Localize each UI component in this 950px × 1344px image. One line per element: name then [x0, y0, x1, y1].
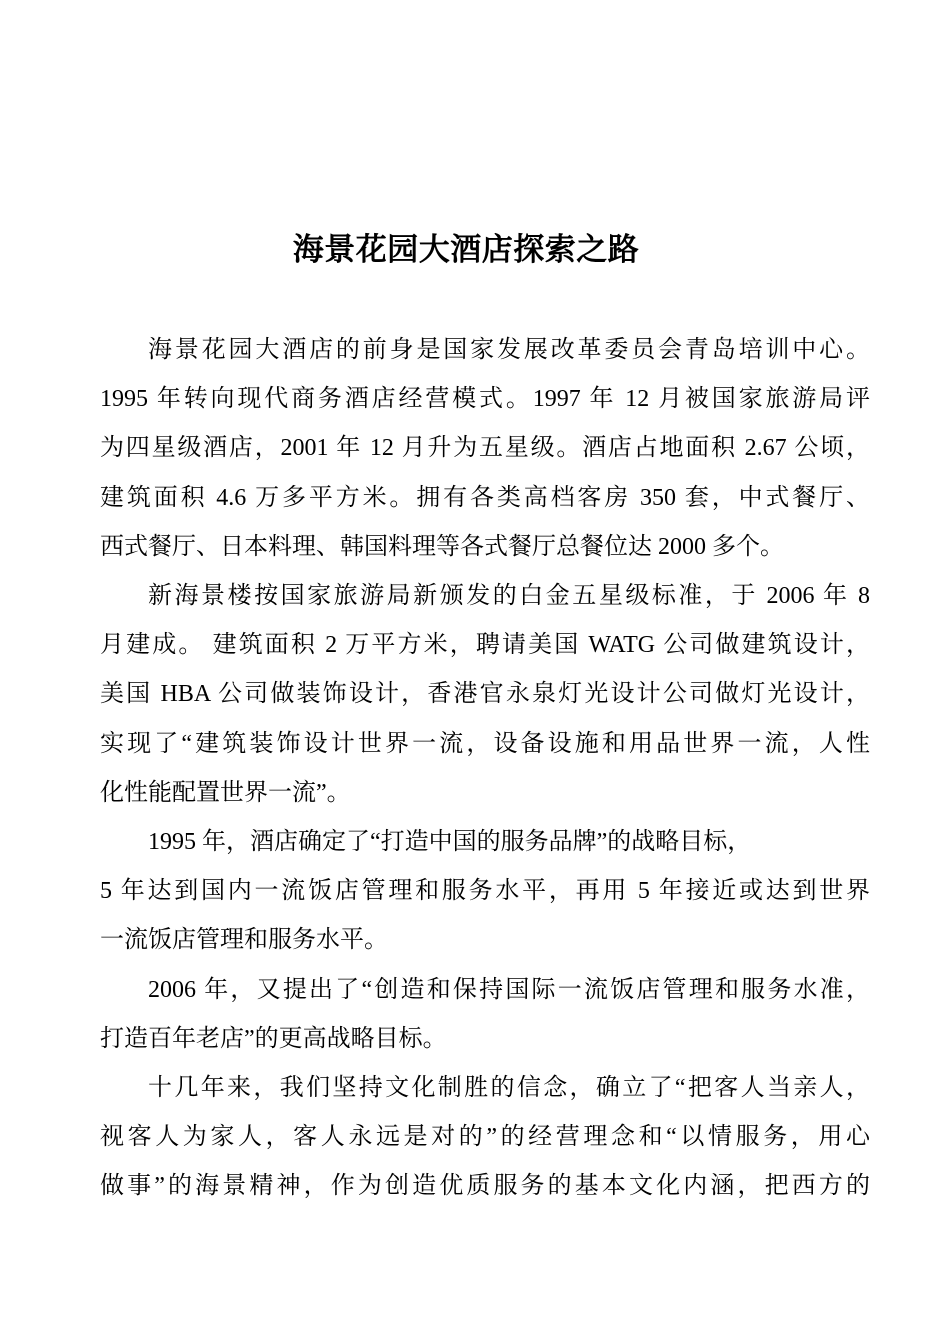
paragraph-line: 做事”的海景精神，作为创造优质服务的基本文化内涵，把西方的 [100, 1173, 870, 1200]
paragraph-line: 打造百年老店”的更高战略目标。 [100, 1025, 447, 1052]
paragraph-line: 十几年来，我们坚持文化制胜的信念，确立了“把客人当亲人， [148, 1075, 870, 1102]
paragraph-line: 西式餐厅、日本料理、韩国料理等各式餐厅总餐位达 2000 多个。 [100, 533, 784, 560]
paragraph-1 [100, 326, 870, 572]
paragraph-line: 1995 年转向现代商务酒店经营模式。1997 年 12 月被国家旅游局评 [100, 386, 870, 413]
document-body [100, 326, 870, 1212]
paragraph-line: 海景花园大酒店的前身是国家发展改革委员会青岛培训中心。 [148, 337, 870, 363]
paragraph-line: 5 年达到国内一流饭店管理和服务水平，再用 5 年接近或达到世界 [100, 878, 870, 905]
paragraph-line: 美国 HBA 公司做装饰设计，香港官永泉灯光设计公司做灯光设计， [100, 681, 870, 708]
paragraph-2 [100, 572, 870, 818]
paragraph-line: 月建成。 建筑面积 2 万平方米，聘请美国 WATG 公司做建筑设计， [100, 632, 870, 659]
document-title: 海景花园大酒店探索之路 [292, 232, 640, 267]
paragraph-line: 新海景楼按国家旅游局新颁发的白金五星级标准，于 2006 年 8 [148, 583, 870, 610]
paragraph-line: 实现了“建筑装饰设计世界一流，设备设施和用品世界一流，人性 [100, 730, 870, 757]
paragraph-3 [100, 818, 870, 966]
paragraph-line: 化性能配置世界一流”。 [100, 779, 351, 806]
paragraph-5 [100, 1064, 870, 1212]
paragraph-4 [100, 966, 870, 1064]
paragraph-line: 为四星级酒店，2001 年 12 月升为五星级。酒店占地面积 2.67 公顷， [100, 435, 870, 462]
paragraph-line: 2006 年，又提出了“创造和保持国际一流饭店管理和服务水准， [148, 976, 870, 1003]
paragraph-line: 一流饭店管理和服务水平。 [100, 927, 388, 954]
paragraph-line: 建筑面积 4.6 万多平方米。拥有各类高档客房 350 套，中式餐厅、 [100, 484, 870, 511]
paragraph-line: 1995 年，酒店确定了“打造中国的服务品牌”的战略目标， [148, 829, 752, 856]
paragraph-line: 视客人为家人，客人永远是对的”的经营理念和“以情服务，用心 [100, 1124, 870, 1151]
